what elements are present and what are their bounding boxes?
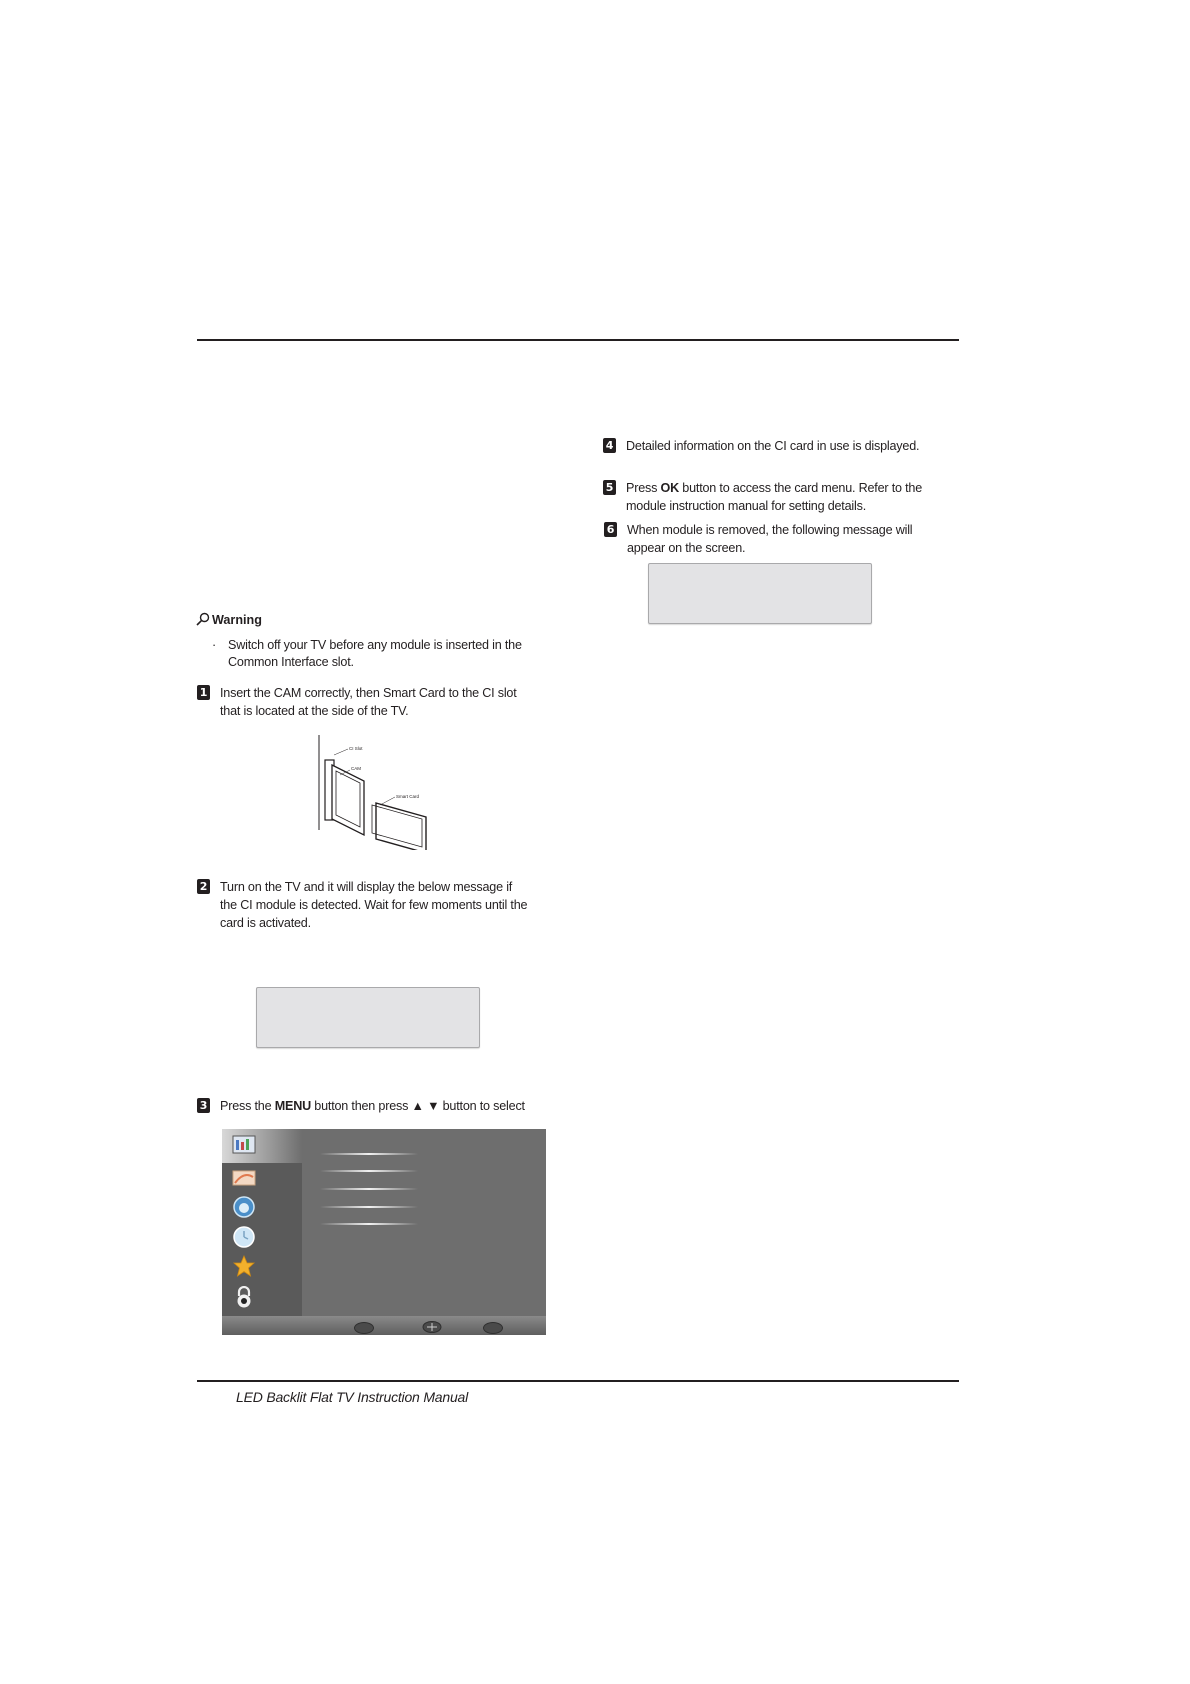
sound-icon <box>232 1167 256 1189</box>
menu-line-2 <box>320 1170 418 1172</box>
footer-rule <box>197 1380 959 1382</box>
step-6: 6 When module is removed, the following message will appear on the screen. <box>627 521 927 557</box>
diagram-label-cam: CAM <box>351 766 361 771</box>
step-2: 2 Turn on the TV and it will display the below message if the CI module is detected. Wait for few moments until the card is activated. <box>220 878 530 932</box>
menu-line-3 <box>320 1188 418 1190</box>
exit-button-icon <box>483 1322 503 1334</box>
footer-title: LED Backlit Flat TV Instruction Manual <box>236 1389 469 1405</box>
header-rule <box>197 339 959 341</box>
step-5: 5 Press OK button to access the card menu. Refer to the module instruction manual for setting details. <box>626 479 926 515</box>
diagram-label-ci-slot: CI Slot <box>349 746 363 751</box>
channel-icon <box>232 1196 256 1218</box>
lock-icon <box>232 1286 256 1308</box>
time-icon <box>232 1226 256 1248</box>
ci-detected-message-box <box>256 987 480 1048</box>
menu-line-5 <box>320 1223 418 1225</box>
bullet-dot: · <box>212 638 216 652</box>
warning-title: Warning <box>196 612 262 627</box>
module-removed-message-box <box>648 563 872 624</box>
menu-line-1 <box>320 1153 418 1155</box>
step-4: 4 Detailed information on the CI card in use is displayed. <box>626 437 926 455</box>
ci-slot-diagram <box>310 735 430 850</box>
step-1: 1 Insert the CAM correctly, then Smart Card to the CI slot that is located at the side of the TV. <box>220 684 520 720</box>
step-3: 3 Press the MENU button then press ▲ ▼ button to select <box>220 1097 530 1115</box>
navigate-icon <box>422 1321 442 1333</box>
menu-button-icon <box>354 1322 374 1334</box>
menu-line-4 <box>320 1206 418 1208</box>
warning-bullet: · Switch off your TV before any module is inserted in the Common Interface slot. <box>212 638 522 669</box>
magnifier-icon <box>196 612 210 626</box>
option-icon <box>232 1255 256 1277</box>
diagram-label-smart-card: Smart Card <box>396 794 420 799</box>
tv-menu-screenshot <box>222 1129 546 1335</box>
picture-icon <box>232 1134 256 1156</box>
